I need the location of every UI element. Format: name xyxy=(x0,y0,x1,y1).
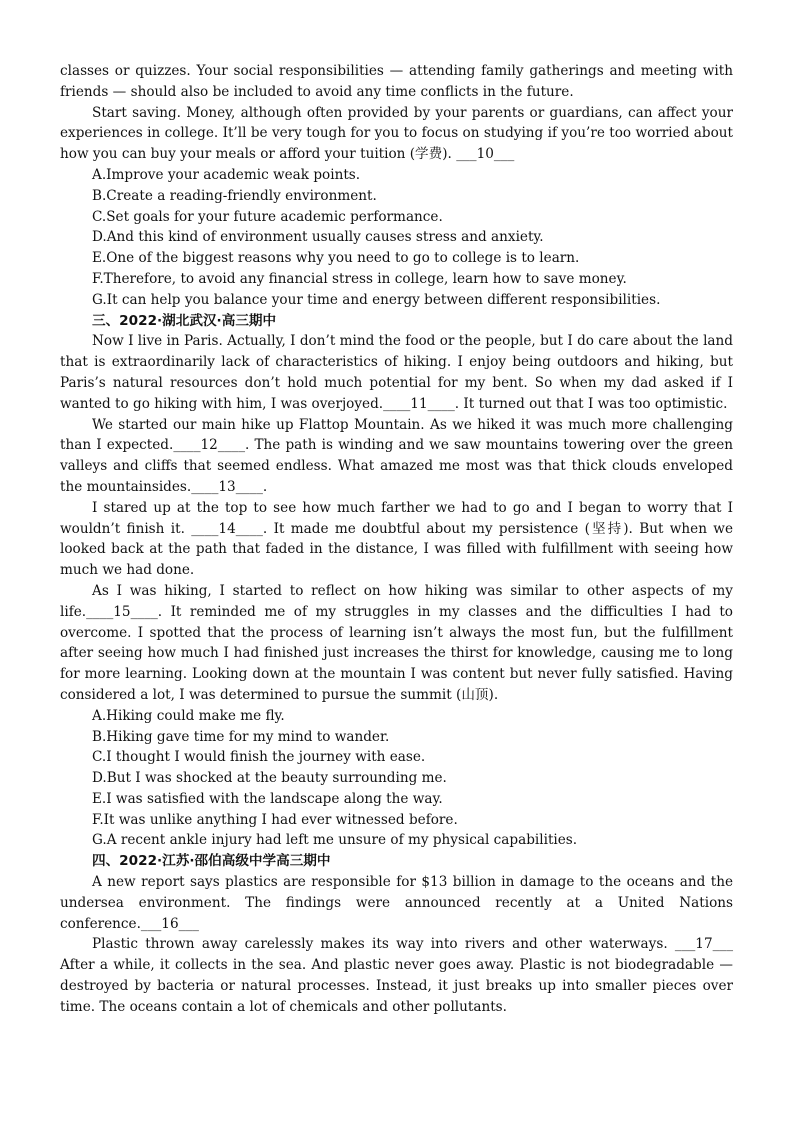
passage2-paragraph-1: classes or quizzes. Your social responsibilities — attending family gatherings and meeting with friends — should also be included to avoid any time conflicts in the future. xyxy=(60,63,733,100)
passage2-paragraph-2: Start saving. Money, although often provided by your parents or guardians, can affect your experiences in college. It’ll be very tough for you to focus on studying if you’re too worried about how you can buy your meals or afford your tuition (学费). ___10___ xyxy=(60,104,733,163)
section4-paragraph-2: Plastic thrown away carelessly makes its way into rivers and other waterways. ___17___ After a while, it collects in the sea. And plastic never goes away. Plastic is not biodegradable — destroyed by bacteria or natural processes. Instead, it just breaks up into smaller pieces over time. The oceans contain a lot of chemicals and other pollutants. xyxy=(60,936,733,1015)
section3-paragraph-1: Now I live in Paris. Actually, I don’t mind the food or the people, but I do care about the land that is extraordinarily lack of characteristics of hiking. I enjoy being outdoors and hiking, but Paris’s natural resources don’t hold much potential for my bent. So when my dad asked if I wanted to go hiking with him, I was overjoyed.____11____. It turned out that I was too optimistic. xyxy=(60,333,733,412)
option-d: D.But I was shocked at the beauty surrounding me. xyxy=(92,770,447,787)
option-f: F.It was unlike anything I had ever witnessed before. xyxy=(92,811,458,828)
option-a: A.Improve your academic weak points. xyxy=(92,166,361,183)
document-page xyxy=(60,61,733,1018)
option-g: G.A recent ankle injury had left me unsure of my physical capabilities. xyxy=(92,832,578,849)
section3-paragraph-3: I stared up at the top to see how much farther we had to go and I began to worry that I wouldn’t finish it. ____14____. It made me doubtful about my persistence (坚持). But when we looked back at the path that faded in the distance, I was filled with fulfillment with seeing how much we had done. xyxy=(60,499,733,579)
section4-heading: 四、2022·江苏·邵伯高级中学高三期中 xyxy=(92,853,331,870)
option-a: A.Hiking could make me fly. xyxy=(92,707,285,724)
section3-paragraph-2: We started our main hike up Flattop Mountain. As we hiked it was much more challenging than I expected.____12____. The path is winding and we saw mountains towering over the green valleys and cliffs that seemed endless. What amazed me most was that thick clouds enveloped the mountainsides.____13____. xyxy=(60,416,733,495)
passage2-options xyxy=(60,165,733,311)
section3-heading: 三、2022·湖北武汉·高三期中 xyxy=(92,312,277,329)
option-e: E.One of the biggest reasons why you need to go to college is to learn. xyxy=(92,250,580,267)
option-b: B.Hiking gave time for my mind to wander. xyxy=(92,728,390,745)
option-c: C.I thought I would finish the journey with ease. xyxy=(92,749,426,766)
section3-options xyxy=(60,706,733,852)
option-g: G.It can help you balance your time and energy between different responsibilities. xyxy=(92,291,661,308)
option-d: D.And this kind of environment usually causes stress and anxiety. xyxy=(92,229,544,246)
option-c: C.Set goals for your future academic performance. xyxy=(92,208,443,225)
section4-paragraph-1: A new report says plastics are responsible for $13 billion in damage to the oceans and the undersea environment. The findings were announced recently at a United Nations conference.___16___ xyxy=(60,874,733,932)
option-b: B.Create a reading-friendly environment. xyxy=(92,187,377,204)
section3-paragraph-4: As I was hiking, I started to reflect on how hiking was similar to other aspects of my life.____15____. It reminded me of my struggles in my classes and the difficulties I had to overcome. I spotted that the process of learning isn’t always the most fun, but the fulfillment after seeing how much I had finished just increases the thirst for knowledge, causing me to long for more learning. Looking down at the mountain I was content but never fully satisfied. Having considered a lot, I was determined to pursue the summit (山顶). xyxy=(60,582,733,703)
option-e: E.I was satisfied with the landscape along the way. xyxy=(92,790,443,807)
option-f: F.Therefore, to avoid any financial stress in college, learn how to save money. xyxy=(92,270,627,287)
